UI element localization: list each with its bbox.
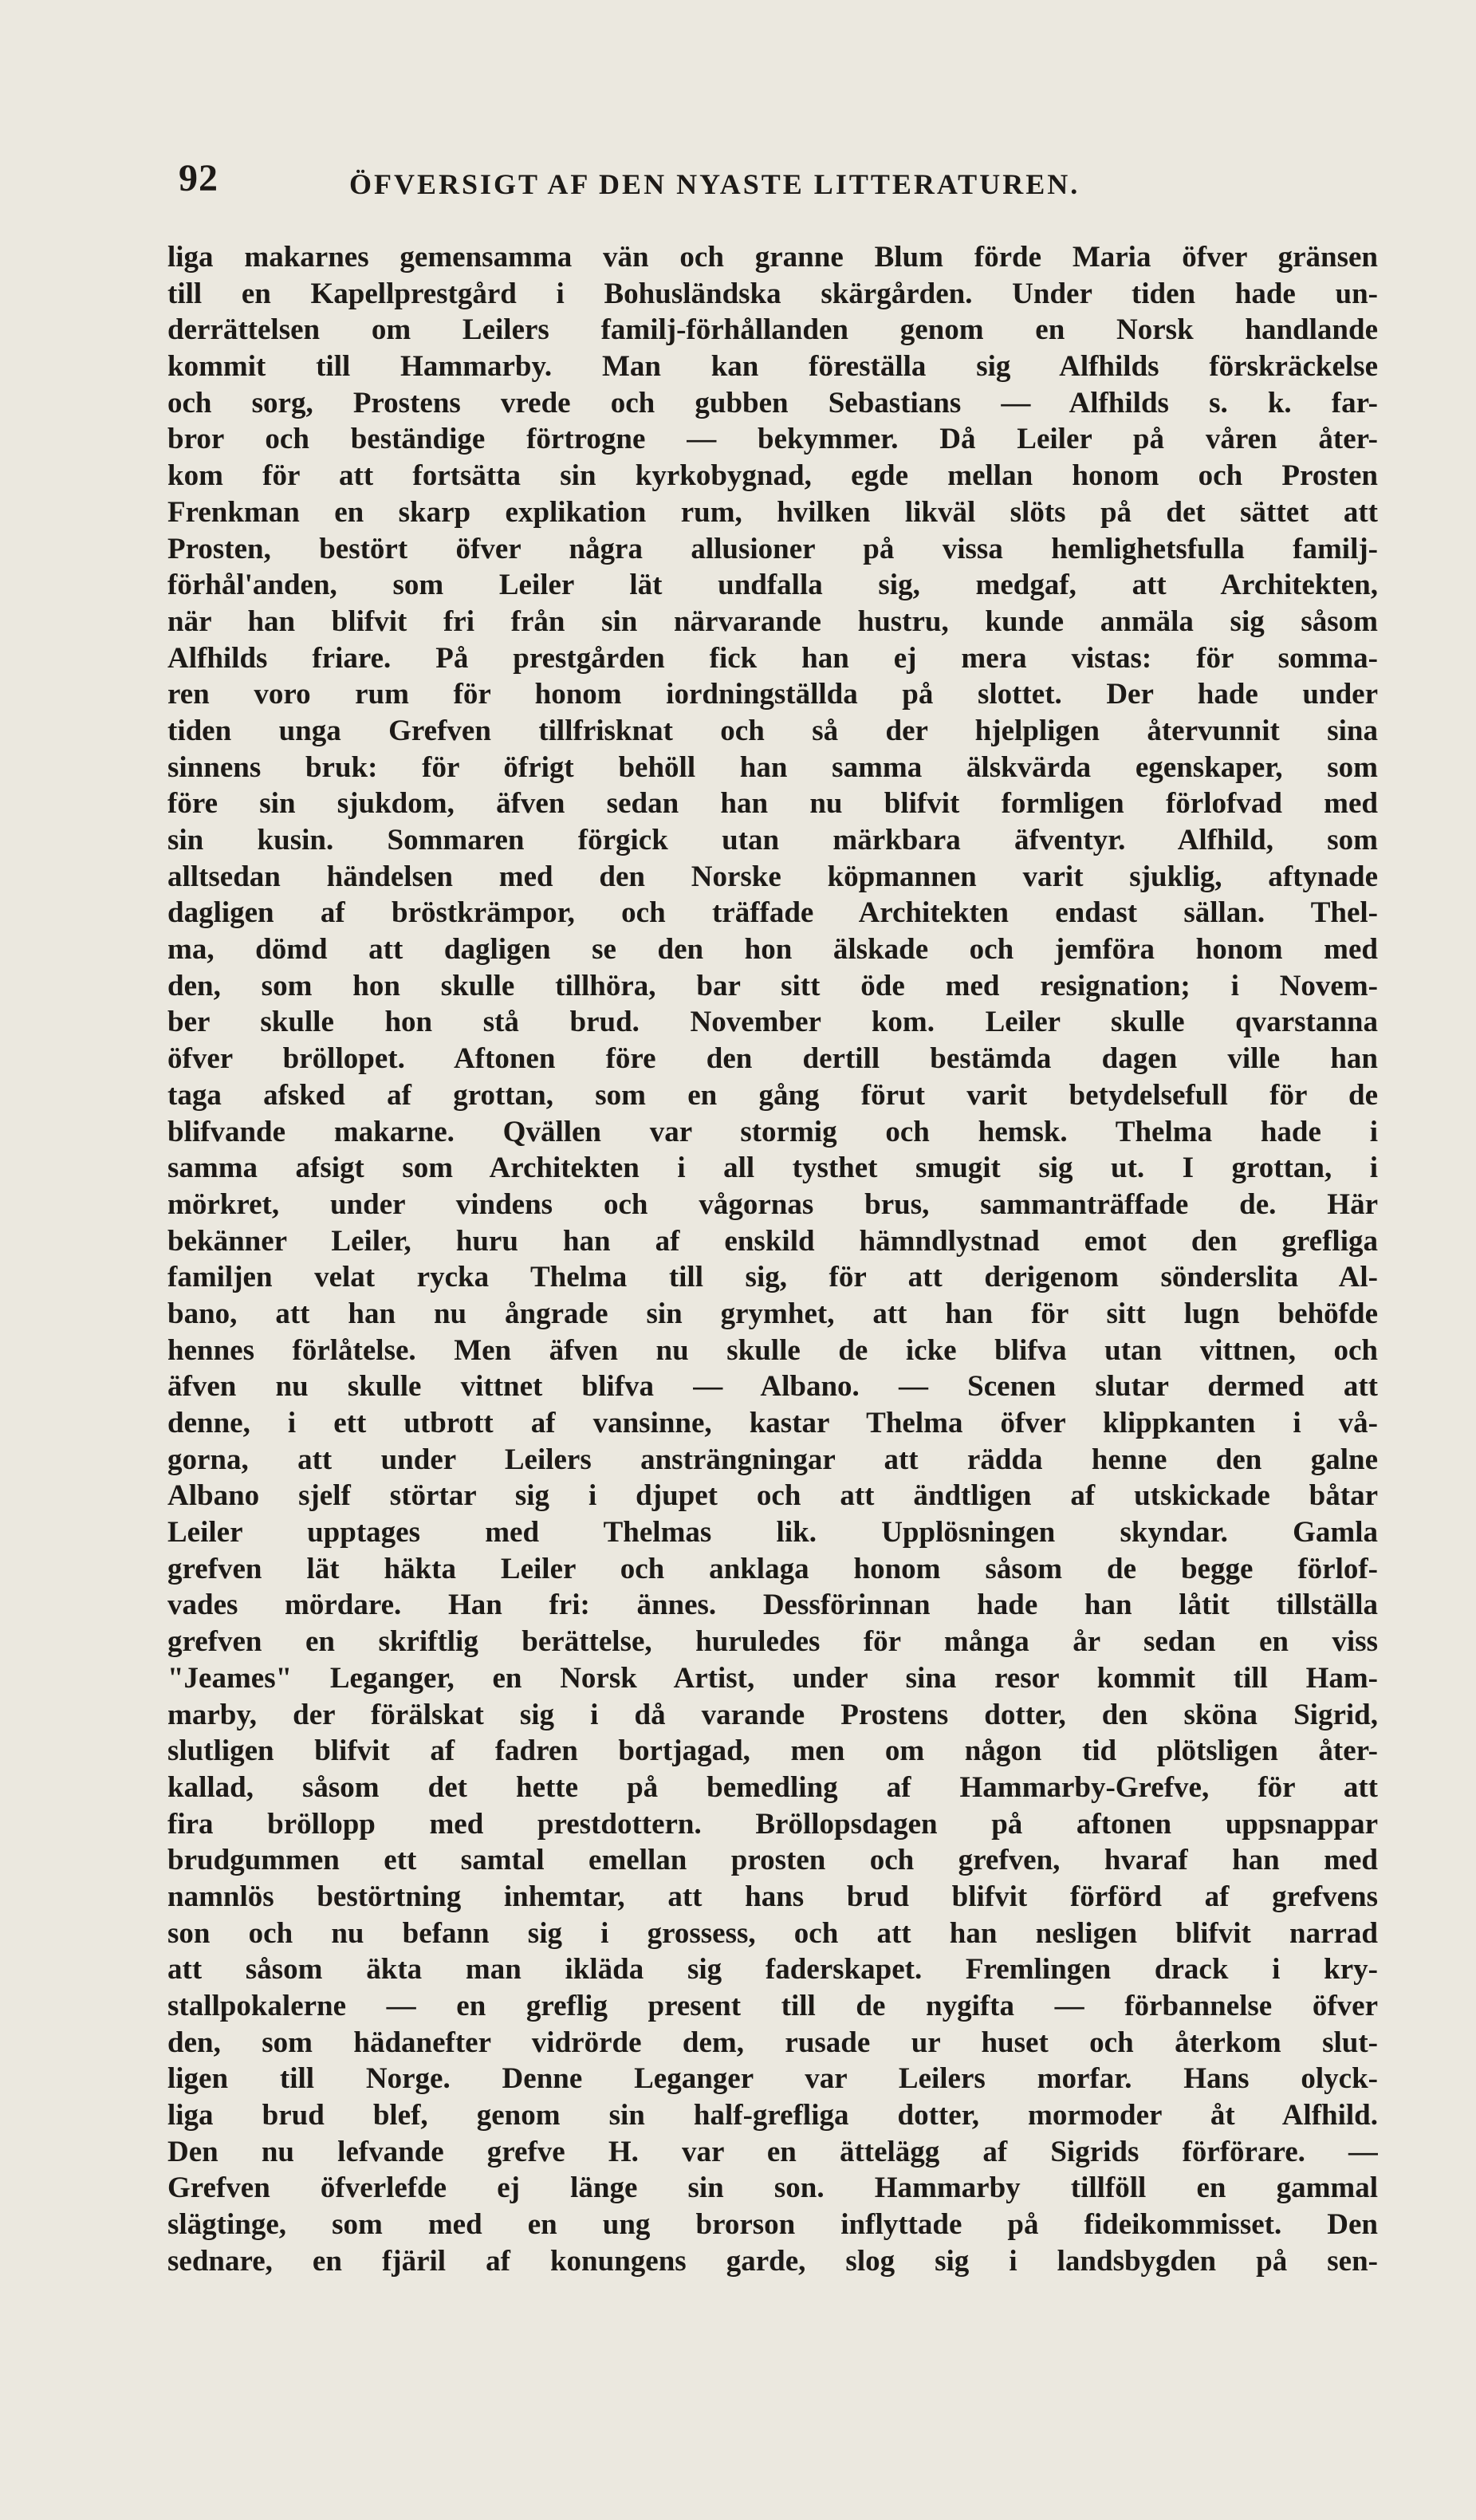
- text-line: familjen velat rycka Thelma till sig, för att derigenom sönderslita Al-: [167, 1261, 1378, 1294]
- page-header: [167, 156, 1380, 212]
- text-line: kom för att fortsätta sin kyrkobygnad, egde mellan honom och Prosten: [167, 459, 1378, 493]
- text-line: kommit till Hammarby. Man kan föreställa sig Alfhilds förskräckelse: [167, 350, 1378, 384]
- text-line: sednare, en fjäril af konungens garde, slog sig i landsbygden på sen-: [167, 2244, 1378, 2278]
- text-line: alltsedan händelsen med den Norske köpmannen varit sjuklig, aftynade: [167, 860, 1378, 893]
- text-line: sinnens bruk: för öfrigt behöll han samma älskvärda egenskaper, som: [167, 750, 1378, 784]
- text-line: tiden unga Grefven tillfrisknat och så der hjelpligen återvunnit sina: [167, 714, 1378, 747]
- text-line: vades mördare. Han fri: ännes. Dessförinnan hade han låtit tillställa: [167, 1589, 1378, 1622]
- text-line: den, som hädanefter vidrörde dem, rusade ur huset och återkom slut-: [167, 2026, 1378, 2059]
- text-line: ren voro rum för honom iordningställda på slottet. Der hade under: [167, 678, 1378, 711]
- text-line: när han blifvit fri från sin närvarande hustru, kunde anmäla sig såsom: [167, 604, 1378, 638]
- text-line: till en Kapellprestgård i Bohusländska skärgården. Under tiden hade un-: [167, 277, 1378, 310]
- text-line: Prosten, bestört öfver några allusioner på vissa hemlighetsfulla familj-: [167, 532, 1378, 565]
- text-line: slägtinge, som med en ung brorson inflyttade på fideikommisset. Den: [167, 2208, 1378, 2242]
- text-line: brudgummen ett samtal emellan prosten och grefven, hvaraf han med: [167, 1844, 1378, 1877]
- text-line: liga brud blef, genom sin half-grefliga dotter, mormoder åt Alfhild.: [167, 2099, 1378, 2132]
- text-line: bror och beständige förtrogne — bekymmer. Då Leiler på våren åter-: [167, 423, 1378, 456]
- text-line: öfver bröllopet. Aftonen före den dertill bestämda dagen ville han: [167, 1042, 1378, 1076]
- body-text: [167, 239, 1378, 2280]
- text-line: liga makarnes gemensamma vän och granne Blum förde Maria öfver gränsen: [167, 241, 1378, 274]
- text-line: Leiler upptages med Thelmas lik. Upplösningen skyndar. Gamla: [167, 1516, 1378, 1549]
- text-line: taga afsked af grottan, som en gång förut varit betydelsefull för de: [167, 1078, 1378, 1112]
- text-line: Frenkman en skarp explikation rum, hvilken likväl slöts på det sättet att: [167, 495, 1378, 529]
- text-line: gorna, att under Leilers ansträngningar att rädda henne den galne: [167, 1443, 1378, 1476]
- text-line: Grefven öfverlefde ej länge sin son. Hammarby tillföll en gammal: [167, 2172, 1378, 2205]
- text-line: och sorg, Prostens vrede och gubben Sebastians — Alfhilds s. k. far-: [167, 386, 1378, 419]
- page-number: 92: [179, 157, 218, 199]
- text-line: Alfhilds friare. På prestgården fick han ej mera vistas: för somma-: [167, 641, 1378, 675]
- text-line: namnlös bestörtning inhemtar, att hans brud blifvit förförd af grefvens: [167, 1880, 1378, 1913]
- text-line: ligen till Norge. Denne Leganger var Leilers morfar. Hans olyck-: [167, 2062, 1378, 2096]
- text-line: Albano sjelf störtar sig i djupet och att ändtligen af utskickade båtar: [167, 1479, 1378, 1513]
- text-line: grefven lät häkta Leiler och anklaga honom såsom de begge förlof-: [167, 1552, 1378, 1585]
- text-line: sin kusin. Sommaren förgick utan märkbara äfventyr. Alfhild, som: [167, 824, 1378, 856]
- running-title: ÖFVERSIGT AF DEN NYASTE LITTERATUREN.: [349, 168, 1080, 200]
- text-line: grefven en skriftlig berättelse, huruledes för många år sedan en viss: [167, 1625, 1378, 1659]
- text-line: samma afsigt som Architekten i all tysthet smugit sig ut. I grottan, i: [167, 1152, 1378, 1185]
- text-line: ber skulle hon stå brud. November kom. Leiler skulle qvarstanna: [167, 1006, 1378, 1039]
- text-line: denne, i ett utbrott af vansinne, kastar Thelma öfver klippkanten i vå-: [167, 1407, 1378, 1439]
- text-line: den, som hon skulle tillhöra, bar sitt öde med resignation; i Novem-: [167, 969, 1378, 1002]
- text-line: stallpokalerne — en greflig present till de nygifta — förbannelse öfver: [167, 1990, 1378, 2022]
- text-line: "Jeames" Leganger, en Norsk Artist, under sina resor kommit till Ham-: [167, 1661, 1378, 1695]
- text-line: marby, der förälskat sig i då varande Prostens dotter, den sköna Sigrid,: [167, 1698, 1378, 1731]
- text-line: förhål'anden, som Leiler lät undfalla sig, medgaf, att Architekten,: [167, 569, 1378, 602]
- text-line: fira bröllopp med prestdottern. Bröllopsdagen på aftonen uppsnappar: [167, 1807, 1378, 1841]
- text-line: dagligen af bröstkrämpor, och träffade Architekten endast sällan. Thel-: [167, 896, 1378, 930]
- text-line: kallad, såsom det hette på bemedling af Hammarby-Grefve, för att: [167, 1770, 1378, 1804]
- text-line: hennes förlåtelse. Men äfven nu skulle de icke blifva utan vittnen, och: [167, 1333, 1378, 1367]
- text-line: blifvande makarne. Qvällen var stormig och hemsk. Thelma hade i: [167, 1115, 1378, 1148]
- text-line: äfven nu skulle vittnet blifva — Albano. — Scenen slutar dermed att: [167, 1370, 1378, 1404]
- text-line: att såsom äkta man ikläda sig faderskapet. Fremlingen drack i kry-: [167, 1953, 1378, 1986]
- text-line: bano, att han nu ångrade sin grymhet, att han för sitt lugn behöfde: [167, 1297, 1378, 1330]
- text-line: Den nu lefvande grefve H. var en ättelägg af Sigrids förförare. —: [167, 2135, 1378, 2168]
- text-line: ma, dömd att dagligen se den hon älskade och jemföra honom med: [167, 933, 1378, 967]
- text-line: mörkret, under vindens och vågornas brus, sammanträffade de. Här: [167, 1187, 1378, 1221]
- text-line: slutligen blifvit af fadren bortjagad, men om någon tid plötsligen åter-: [167, 1734, 1378, 1768]
- text-line: bekänner Leiler, huru han af enskild hämndlystnad emot den grefliga: [167, 1224, 1378, 1258]
- text-line: son och nu befann sig i grossess, och att han nesligen blifvit narrad: [167, 1916, 1378, 1950]
- text-line: före sin sjukdom, äfven sedan han nu blifvit formligen förlofvad med: [167, 787, 1378, 821]
- text-line: derrättelsen om Leilers familj-förhållanden genom en Norsk handlande: [167, 313, 1378, 347]
